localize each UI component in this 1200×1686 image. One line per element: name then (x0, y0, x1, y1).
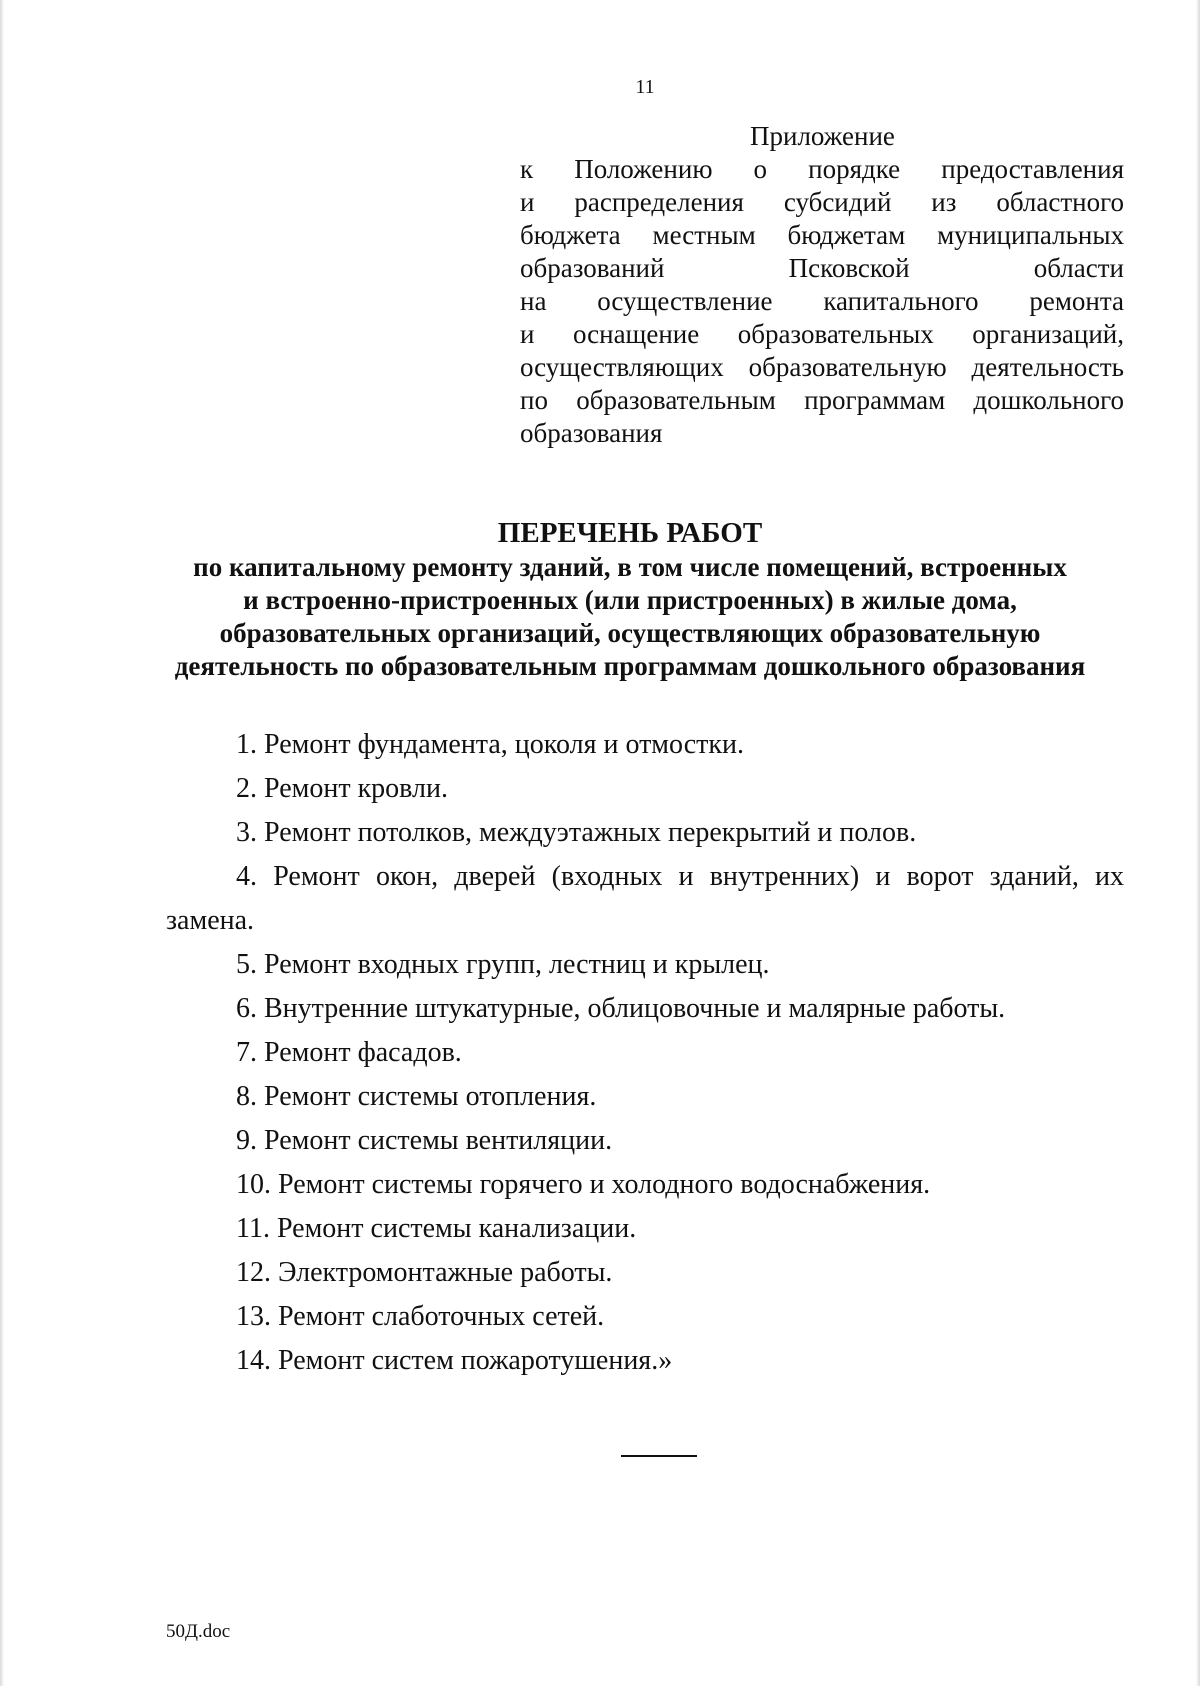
appendix-line: и оснащение образовательных организаций, (520, 319, 1124, 349)
appendix-line: и распределения субсидий из областного (520, 187, 1124, 217)
list-item: 6. Внутренние штукатурные, облицовочные и малярные работы. (236, 993, 1006, 1024)
scan-edge-left (0, 0, 4, 1686)
appendix-line: на осуществление капитального ремонта (520, 286, 1124, 316)
heading-title: ПЕРЕЧЕНЬ РАБОТ (497, 517, 763, 549)
list-item: 2. Ремонт кровли. (236, 773, 448, 804)
list-item: 13. Ремонт слаботочных сетей. (236, 1301, 605, 1332)
list-item: 12. Электромонтажные работы. (236, 1257, 613, 1288)
list-item: 14. Ремонт систем пожаротушения.» (236, 1345, 673, 1376)
list-item: 1. Ремонт фундамента, цоколя и отмостки. (236, 729, 744, 760)
list-item: 10. Ремонт системы горячего и холодного водоснабжения. (236, 1169, 931, 1200)
appendix-line: бюджета местным бюджетам муниципальных (520, 220, 1124, 250)
scan-edge-right (1196, 0, 1200, 1686)
list-item: 4. Ремонт окон, дверей (входных и внутренних) и ворот зданий, их замена. (166, 861, 1124, 936)
appendix-block (520, 120, 1124, 450)
appendix-line: образований Псковской области (520, 253, 1124, 283)
closing-rule (621, 1455, 697, 1457)
footer-filename: 50Д.doc (166, 1621, 231, 1642)
appendix-line: осуществляющих образовательную деятельность (520, 352, 1124, 382)
list-item: 11. Ремонт системы канализации. (236, 1213, 637, 1244)
heading-line: и встроенно-пристроенных (или пристроенных) в жилые дома, (243, 585, 1017, 615)
list-item: 7. Ремонт фасадов. (236, 1037, 462, 1068)
appendix-line: образования (520, 418, 663, 448)
list-item: 3. Ремонт потолков, междуэтажных перекрытий и полов. (236, 817, 917, 848)
works-list (166, 723, 1124, 1383)
heading-line: образовательных организаций, осуществляющих образовательную (219, 618, 1041, 648)
heading-line: деятельность по образовательным программам дошкольного образования (174, 651, 1086, 681)
page-number: 11 (635, 76, 655, 98)
appendix-title: Приложение (750, 121, 895, 151)
appendix-line: к Положению о порядке предоставления (520, 154, 1124, 184)
appendix-line: по образовательным программам дошкольного (520, 385, 1124, 415)
document-heading (130, 515, 1130, 683)
list-item: 9. Ремонт системы вентиляции. (236, 1125, 613, 1156)
list-item: 5. Ремонт входных групп, лестниц и крылец. (236, 949, 770, 980)
list-item: 8. Ремонт системы отопления. (236, 1081, 597, 1112)
heading-line: по капитальному ремонту зданий, в том числе помещений, встроенных (193, 552, 1067, 582)
